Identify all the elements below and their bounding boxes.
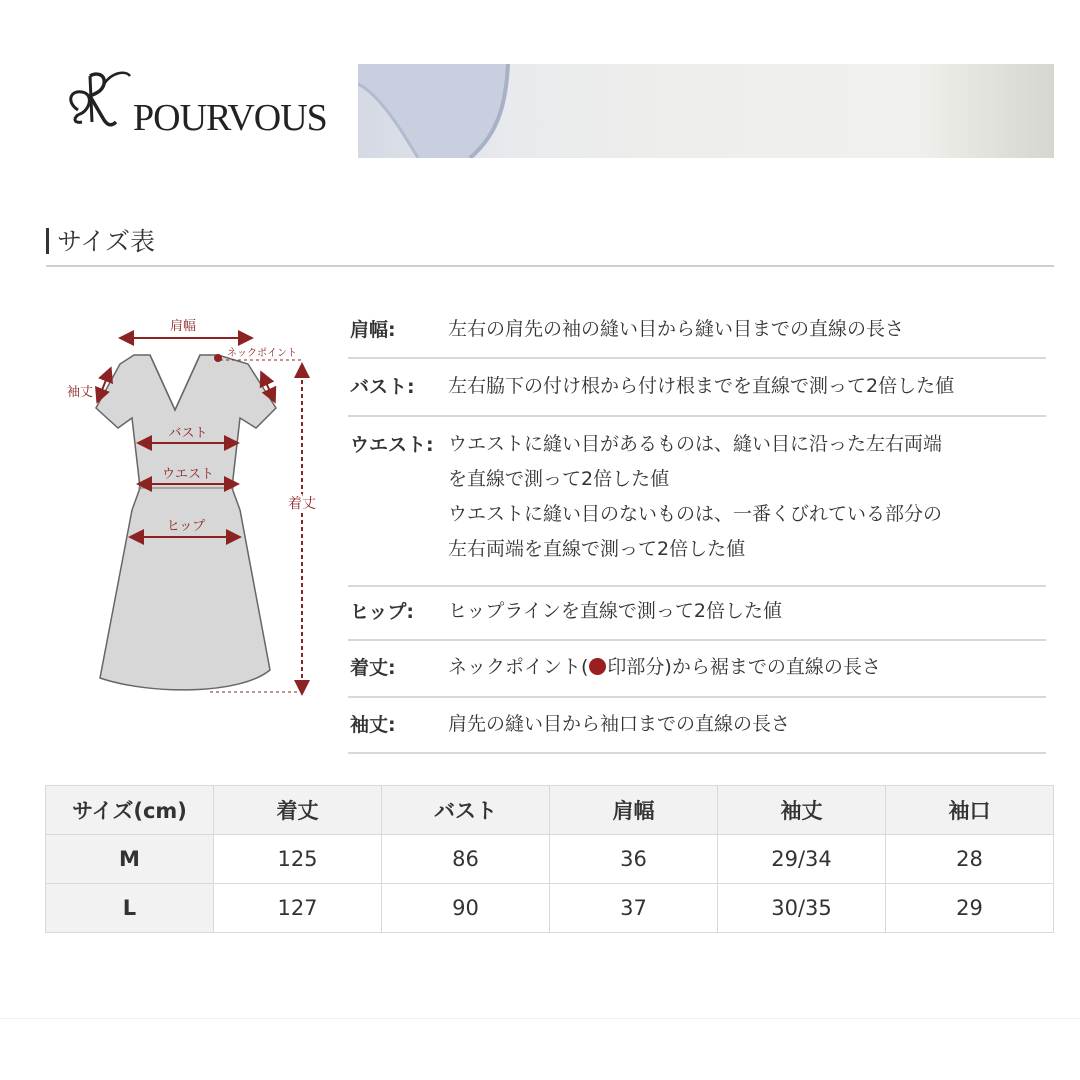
table-cell: 36: [550, 835, 718, 884]
header-cell-size: サイズ(cm): [46, 786, 214, 835]
table-cell: 127: [214, 884, 382, 933]
header-cell-shoulder: 肩幅: [550, 786, 718, 835]
header-cell-cuff: 袖口: [886, 786, 1054, 835]
table-cell: 30/35: [718, 884, 886, 933]
definition-term: ウエスト:: [350, 434, 434, 456]
logo-mark-icon: [60, 62, 140, 142]
definition-sleeve: [348, 698, 1046, 754]
definition-length: [348, 641, 1046, 698]
header-cell-bust: バスト: [382, 786, 550, 835]
definition-text: 左右脇下の付け根から付け根までを直線で測って2倍した値: [448, 375, 955, 397]
footer-divider: [0, 1018, 1080, 1019]
header: [0, 0, 1080, 180]
header-cell-sleeve: 袖丈: [718, 786, 886, 835]
neck-point-dot-icon: [589, 658, 606, 675]
definition-text: ウエストに縫い目があるものは、縫い目に沿った左右両端 を直線で測って2倍した値 ウエストに縫い目のないものは、一番くびれている部分の 左右両端を直線で測って2倍した値: [448, 433, 943, 560]
sleeve-label: 袖丈: [66, 385, 94, 400]
definition-text: 左右の肩先の袖の縫い目から縫い目までの直線の長さ: [448, 318, 905, 340]
section-divider: [46, 265, 1054, 267]
table-cell: 90: [382, 884, 550, 933]
definitions-list: [348, 302, 1046, 754]
title-bar: [46, 228, 49, 254]
table-cell: 29: [886, 884, 1054, 933]
table-row: [46, 835, 1054, 884]
section-title-text: サイズ表: [57, 227, 156, 256]
table-cell: 28: [886, 835, 1054, 884]
waist-label: ウエスト: [161, 467, 215, 482]
table-cell: 29/34: [718, 835, 886, 884]
definition-text-before: ネックポイント(: [448, 656, 589, 678]
definition-shoulder: [348, 302, 1046, 359]
definition-waist: [348, 417, 1046, 587]
dress-measurement-diagram: [40, 300, 340, 720]
table-cell: 86: [382, 835, 550, 884]
section-title: [46, 222, 155, 258]
neck-point-label: ネックポイント: [227, 348, 297, 359]
definition-term: 袖丈:: [350, 714, 396, 736]
hip-label: ヒップ: [166, 519, 206, 534]
neck-point-marker: [214, 354, 222, 362]
brand-logo-text: POURVOUS: [133, 97, 327, 139]
definition-term: バスト:: [350, 376, 415, 398]
table-row: [46, 884, 1054, 933]
definition-term: ヒップ:: [350, 601, 415, 623]
definition-term: 肩幅:: [350, 319, 396, 341]
definition-hip: [348, 587, 1046, 641]
size-table-header-row: [46, 786, 1054, 835]
header-cell-length: 着丈: [214, 786, 382, 835]
table-cell: 125: [214, 835, 382, 884]
definition-text-after: 印部分)から裾までの直線の長さ: [607, 656, 881, 678]
row-size-label: L: [46, 884, 214, 933]
row-size-label: M: [46, 835, 214, 884]
length-label: 着丈: [288, 496, 316, 512]
shoulder-label: 肩幅: [169, 319, 197, 334]
size-table: [45, 785, 1054, 933]
table-cell: 37: [550, 884, 718, 933]
definition-term: 着丈:: [350, 657, 396, 679]
definition-bust: [348, 359, 1046, 417]
definition-text: [448, 641, 1046, 696]
definition-text: 肩先の縫い目から袖口までの直線の長さ: [448, 713, 791, 735]
definition-text: ヒップラインを直線で測って2倍した値: [448, 600, 782, 622]
bust-label: バスト: [168, 426, 208, 441]
header-banner-image: [358, 64, 1054, 158]
